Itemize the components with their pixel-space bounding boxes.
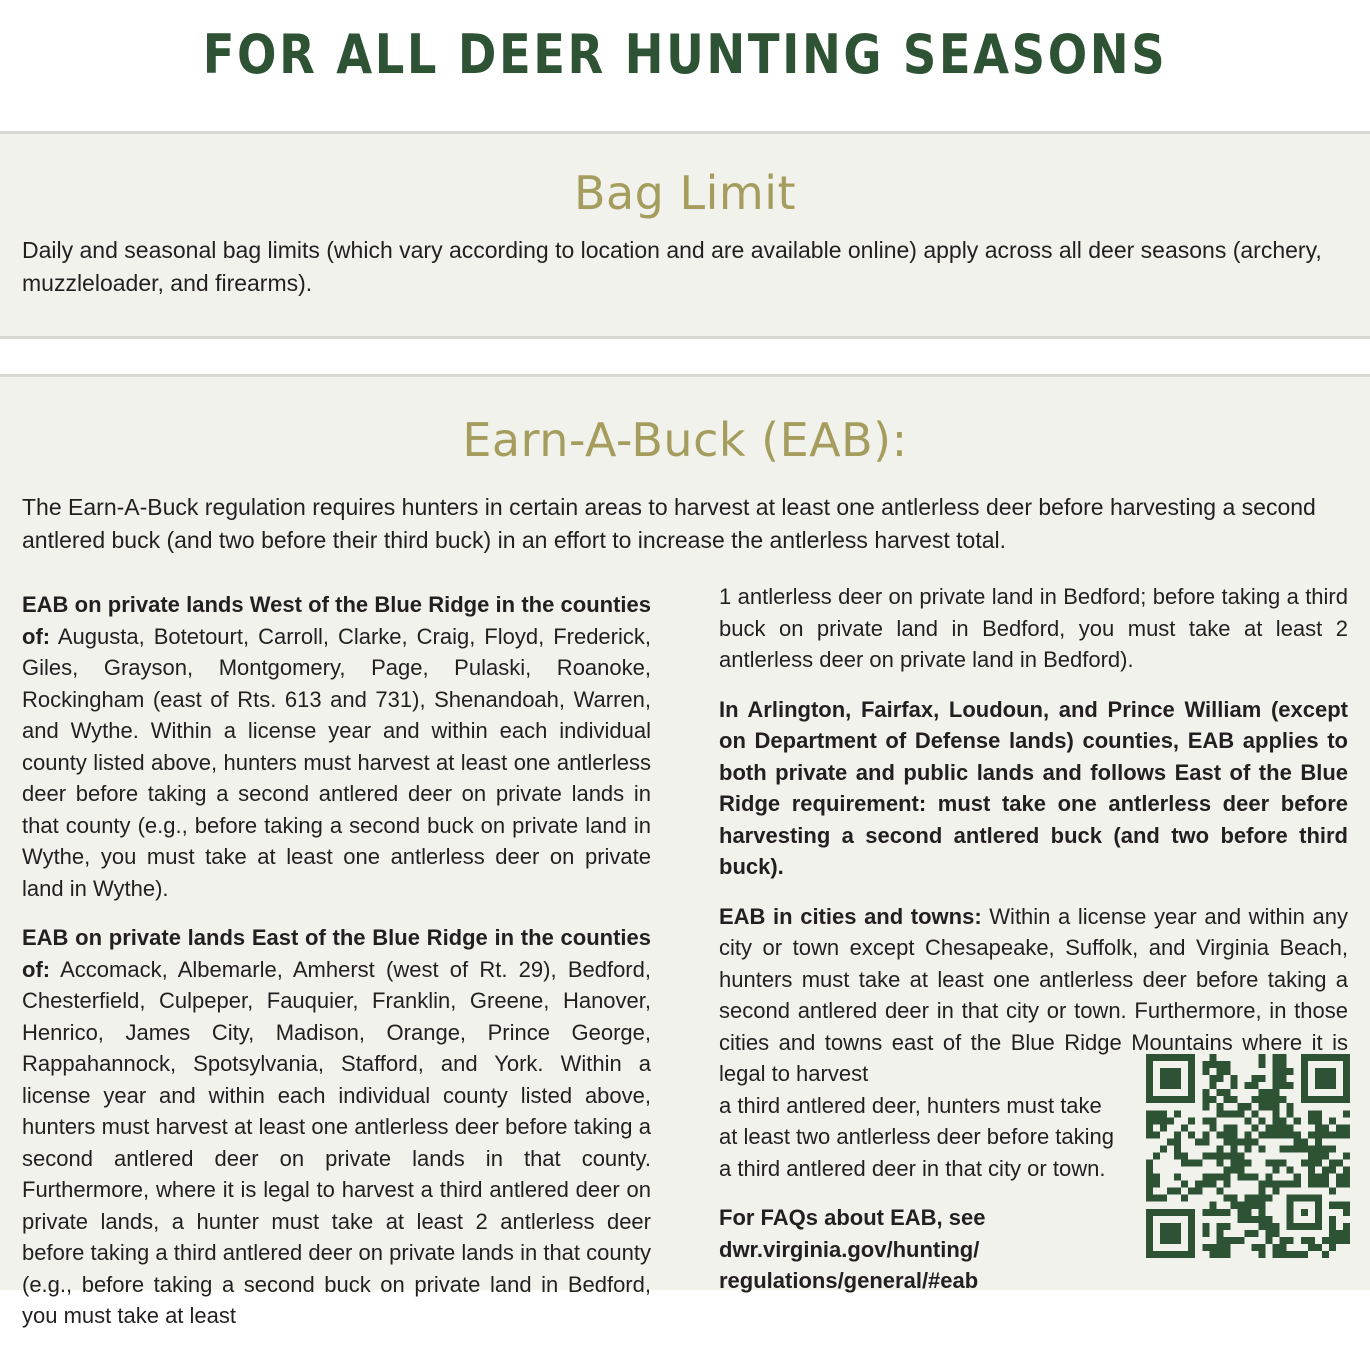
- eab-faq-link-line2[interactable]: regulations/general/#eab: [719, 1268, 979, 1293]
- eab-section: [0, 374, 1370, 1328]
- eab-intro: The Earn-A-Buck regulation requires hunters in certain areas to harvest at least one antlerless deer before harvesting a second antlered buck (and two before their third buck) in an effort to increase the antlerless harvest total.: [22, 494, 1316, 553]
- eab-cities-narrow: a third antlered deer, hunters must take at least two antlerless deer before taking a third antlered deer in that city or town.: [719, 1092, 1115, 1181]
- eab-cities-text: Within a license year and within any city or town except Chesapeake, Suffolk, and Virginia Beach, hunters must take at least one antlerless deer before taking a second antlered deer in that city or town. Furthermore, in those cities and towns east of the Blue Ridge Mountains where it is legal to harvest: [719, 903, 1348, 1086]
- qr-code-icon[interactable]: [1146, 1054, 1350, 1258]
- eab-west-paragraph: [22, 589, 651, 904]
- page-title: FOR ALL DEER HUNTING SEASONS: [202, 23, 1168, 86]
- eab-east-lead: EAB on private lands East of the Blue Ridge in the counties of:: [22, 925, 651, 982]
- bag-limit-heading: Bag Limit: [573, 166, 797, 220]
- eab-west-text: Augusta, Botetourt, Carroll, Clarke, Craig, Floyd, Frederick, Giles, Grayson, Montgomery, Page, Pulaski, Roanoke, Rockingham (east of Rts. 613 and 731), Shenandoah, Warren, and Wythe. Within a license year and within each individual county listed above, hunters must harvest at least one antlerless deer before taking a second antlered deer on private lands in that county (e.g., before taking a second buck on private land in Wythe, you must take at least one antlerless deer on private land in Wythe).: [22, 623, 651, 901]
- bag-limit-text: Daily and seasonal bag limits (which vary according to location and are available online) apply across all deer seasons (archery, muzzleloader, and firearms).: [22, 237, 1322, 296]
- eab-east-text: Accomack, Albemarle, Amherst (west of Rt. 29), Bedford, Chesterfield, Culpeper, Fauquier, Franklin, Greene, Hanover, Henrico, James City, Madison, Orange, Prince George, Rappahannock, Spotsylvania, Stafford, and York. Within a license year and within each individual county listed above, hunters must harvest at least one antlerless deer before taking a second antlered deer on private lands in that county. Furthermore, where it is legal to harvest a third antlered deer on private lands, a hunter must take at least 2 antlerless deer before taking a third antlered deer on private lands in that county (e.g., before taking a second buck on private land in Bedford, you must take at least: [22, 956, 651, 1328]
- eab-east-continued: 1 antlerless deer on private land in Bedford; before taking a third buck on private land in Bedford, you must take at least 2 antlerless deer on private land in Bedford).: [719, 584, 1348, 672]
- bag-limit-section: [0, 131, 1370, 339]
- eab-west-lead: EAB on private lands West of the Blue Ridge in the counties of:: [22, 592, 651, 649]
- eab-faq-line1: For FAQs about EAB, see: [719, 1205, 986, 1230]
- eab-heading: Earn-A-Buck (EAB):: [462, 413, 908, 467]
- eab-east-paragraph: [22, 922, 651, 1332]
- eab-northern-paragraph: [719, 694, 1348, 883]
- eab-left-column: [22, 589, 651, 1350]
- eab-cities-lead: EAB in cities and towns:: [719, 903, 982, 929]
- eab-faq-link-line1[interactable]: dwr.virginia.gov/hunting/: [719, 1236, 980, 1262]
- eab-northern-text: In Arlington, Fairfax, Loudoun, and Prince William (except on Department of Defense lands) counties, EAB applies to both private and public lands and follows East of the Blue Ridge requirement: must take one antlerless deer before harvesting a second antlered buck (and two before third buck).: [719, 696, 1348, 879]
